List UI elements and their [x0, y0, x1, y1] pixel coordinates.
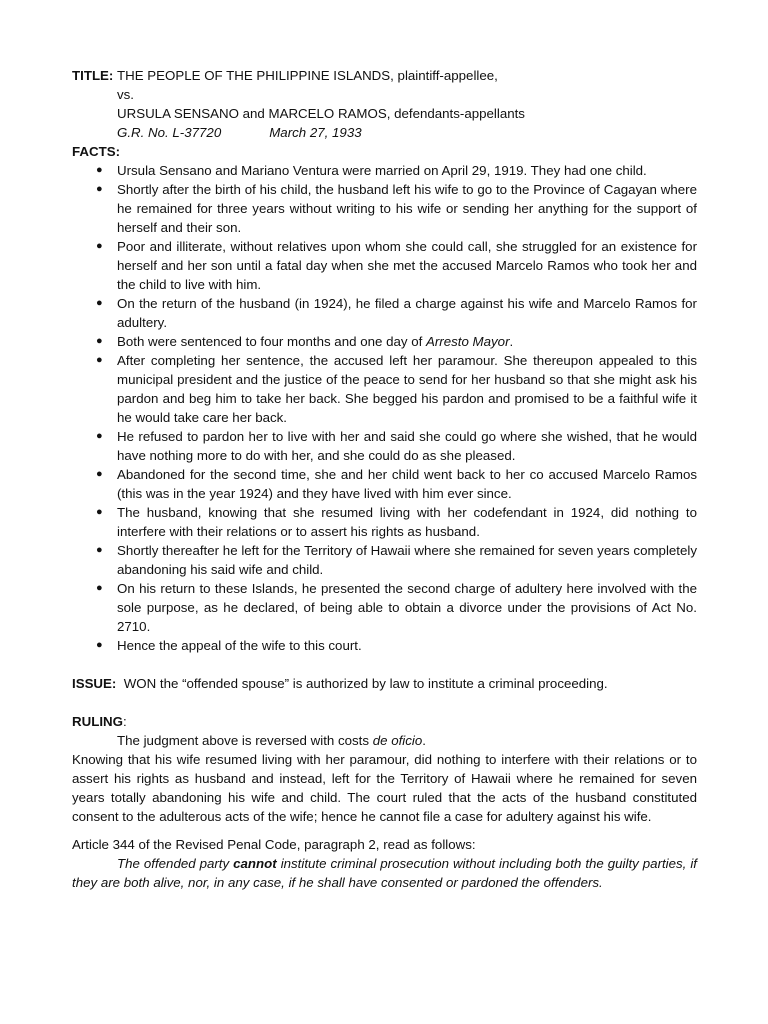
facts-heading: [72, 142, 697, 161]
facts-item: ● Shortly after the birth of his child, the husband left his wife to go to the Province of Cagayan where he remained for three years without writing to his wife or sending her anything for the support of herself and their son.: [96, 182, 697, 235]
article-quote: The offended party cannot institute criminal prosecution without including both the guilty parties, if they are both alive, nor, in any case, if he shall have consented or pardoned the offenders.: [72, 856, 697, 890]
spacer: [72, 693, 697, 712]
bullet-icon: ●: [96, 164, 103, 176]
decision-date: March 27, 1933: [269, 125, 362, 140]
facts-item: ● Poor and illiterate, without relatives upon whom she could call, she struggled for an existence for herself and her son until a fatal day when she met the accused Marcelo Ramos who took her and the child to live with him.: [96, 239, 697, 292]
bullet-icon: ●: [96, 297, 103, 309]
facts-item: ● Both were sentenced to four months and one day of Arresto Mayor.: [96, 334, 514, 349]
title-parties-defendants: URSULA SENSANO and MARCELO RAMOS, defendants-appellants: [117, 106, 525, 121]
facts-label: FACTS:: [72, 144, 121, 159]
bullet-icon: ●: [96, 354, 103, 366]
bullet-icon: ●: [96, 639, 103, 651]
article-intro: Article 344 of the Revised Penal Code, paragraph 2, read as follows:: [72, 837, 476, 852]
ruling-label: RULING: [72, 714, 123, 729]
bullet-icon: ●: [96, 335, 103, 347]
facts-item: ● After completing her sentence, the accused left her paramour. She thereupon appealed to this municipal president and the justice of the peace to send for her husband so that she might ask his pardon and beg him to take her back. She begged his pardon and promised to be a faithful wife it he would take care her back.: [96, 353, 697, 425]
bullet-icon: ●: [96, 544, 103, 556]
title-label: TITLE:: [72, 68, 114, 83]
facts-item: ● On the return of the husband (in 1924), he filed a charge against his wife and Marcelo Ramos for adultery.: [96, 296, 697, 330]
arresto-mayor-term: Arresto Mayor: [426, 334, 510, 349]
cannot-emphasis: cannot: [233, 856, 277, 871]
facts-item: ● Hence the appeal of the wife to this court.: [96, 638, 362, 653]
bullet-icon: ●: [96, 506, 103, 518]
facts-item: ● Shortly thereafter he left for the Territory of Hawaii where she remained for seven years completely abandoning his said wife and child.: [96, 543, 697, 577]
bullet-icon: ●: [96, 430, 103, 442]
title-lines: [117, 66, 498, 85]
ruling-disposition: The judgment above is reversed with costs de oficio.: [117, 733, 426, 748]
facts-item: ● The husband, knowing that she resumed living with her codefendant in 1924, did nothing to interfere with their relations or to assert his rights as husband.: [96, 505, 697, 539]
title-versus: vs.: [117, 87, 134, 102]
spacer: [72, 655, 697, 674]
bullet-icon: ●: [96, 240, 103, 252]
gr-number: G.R. No. L-37720: [117, 125, 222, 140]
ruling-body: Knowing that his wife resumed living with her paramour, did nothing to interfere with their relations or to assert his rights as husband and instead, left for the Territory of Hawaii where he remained for seven years totally abandoning his wife and child. The court ruled that the acts of the husband constituted consent to the adulterous acts of the wife; hence he cannot file a case for adultery against his wife.: [72, 752, 697, 824]
title-section: [72, 66, 697, 85]
issue-label: ISSUE:: [72, 676, 117, 691]
facts-list: [72, 161, 697, 655]
facts-item: ● He refused to pardon her to live with her and said she could go where she wished, that he would have nothing more to do with her, and she could do as she pleased.: [96, 429, 697, 463]
title-parties-plaintiff: THE PEOPLE OF THE PHILIPPINE ISLANDS, plaintiff-appellee,: [117, 68, 498, 83]
issue-section: [72, 674, 697, 693]
facts-item: ● Ursula Sensano and Mariano Ventura were married on April 29, 1919. They had one child.: [96, 163, 647, 178]
case-reference: [72, 123, 697, 142]
ruling-heading: RULING:: [72, 714, 127, 729]
issue-text: WON the “offended spouse” is authorized by law to institute a criminal proceeding.: [123, 676, 608, 691]
de-oficio-term: de oficio: [372, 733, 423, 748]
bullet-icon: ●: [96, 468, 103, 480]
facts-item: ● Abandoned for the second time, she and her child went back to her co accused Marcelo Ramos (this was in the year 1924) and they have lived with him ever since.: [96, 467, 697, 501]
bullet-icon: ●: [96, 183, 103, 195]
spacer: [72, 826, 697, 835]
facts-item: ● On his return to these Islands, he presented the second charge of adultery here involved with the sole purpose, as he declared, of being able to obtain a divorce under the provisions of Act No. 2710.: [96, 581, 697, 634]
document-page: [72, 66, 697, 892]
bullet-icon: ●: [96, 582, 103, 594]
